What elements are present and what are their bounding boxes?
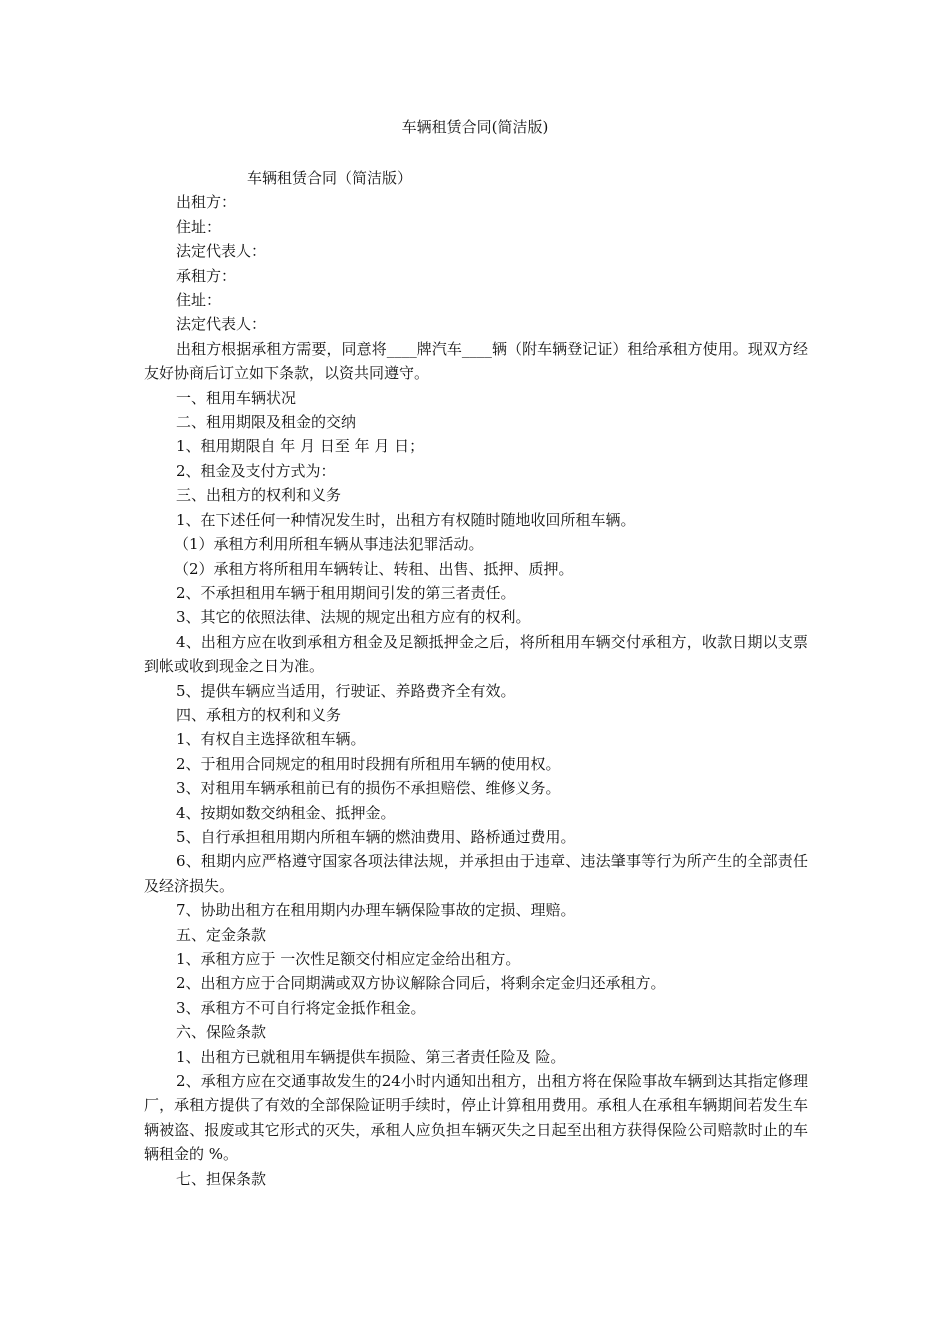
section-heading-7: 七、担保条款 bbox=[176, 1169, 267, 1188]
clause-paragraph: 1、租用期限自 年 月 日至 年 月 日； bbox=[176, 437, 425, 456]
clause-paragraph: 2、于租用合同规定的租用时段拥有所租用车辆的使用权。 bbox=[176, 754, 561, 773]
section-heading-3: 三、出租方的权利和义务 bbox=[176, 486, 342, 505]
clause-paragraph: 4、按期如数交纳租金、抵押金。 bbox=[176, 803, 396, 822]
clause-paragraph: 5、自行承担租用期内所租车辆的燃油费用、路桥通过费用。 bbox=[176, 827, 576, 846]
lessee-field: 承租方： bbox=[176, 266, 237, 285]
section-heading-4: 四、承租方的权利和义务 bbox=[176, 705, 342, 724]
clause-paragraph: 2、不承担租用车辆于租用期间引发的第三者责任。 bbox=[176, 583, 516, 602]
clause-paragraph: 3、对租用车辆承租前已有的损伤不承担赔偿、维修义务。 bbox=[176, 779, 561, 798]
section-heading-1: 一、租用车辆状况 bbox=[176, 388, 297, 407]
section-heading-2: 二、租用期限及租金的交纳 bbox=[176, 413, 357, 432]
document-title: 车辆租赁合同(简洁版) bbox=[401, 118, 549, 136]
lessor-field: 出租方： bbox=[176, 193, 237, 212]
lessee-representative-field: 法定代表人： bbox=[176, 315, 267, 334]
clause-paragraph: 1、有权自主选择欲租车辆。 bbox=[176, 730, 366, 749]
lessor-representative-field: 法定代表人： bbox=[176, 242, 267, 261]
clause-paragraph: 2、承租方应在交通事故发生的24小时内通知出租方，出租方将在保险事故车辆到达其指定修理厂，承租方提供了有效的全部保险证明手续时，停止计算租用费用。承租人在承租车辆期间若发生车辆被盗、报废或其它形式的灭失，承租人应负担车辆灭失之日起至出租方获得保险公司赔款时止的车辆租金的 %。 bbox=[144, 1072, 808, 1164]
document-body bbox=[144, 166, 808, 1191]
clause-paragraph: 3、其它的依照法律、法规的规定出租方应有的权利。 bbox=[176, 608, 531, 627]
lessee-address-field: 住址： bbox=[176, 291, 222, 310]
clause-paragraph: 7、协助出租方在租用期内办理车辆保险事故的定损、理赔。 bbox=[176, 901, 576, 920]
clause-paragraph: 3、承租方不可自行将定金抵作租金。 bbox=[176, 998, 426, 1017]
clause-paragraph: 1、在下述任何一种情况发生时，出租方有权随时随地收回所租车辆。 bbox=[176, 510, 636, 529]
sub-clause-paragraph: （2）承租方将所租用车辆转让、转租、出售、抵押、质押。 bbox=[174, 559, 574, 578]
preamble-paragraph: 出租方根据承租方需要，同意将____牌汽车____辆（附车辆登记证）租给承租方使用。现双方经友好协商后订立如下条款，以资共同遵守。 bbox=[144, 339, 808, 383]
contract-subtitle: 车辆租赁合同（简洁版） bbox=[247, 169, 413, 187]
section-heading-5: 五、定金条款 bbox=[176, 925, 267, 944]
clause-paragraph: 2、出租方应于合同期满或双方协议解除合同后，将剩余定金归还承租方。 bbox=[176, 974, 666, 993]
clause-paragraph: 5、提供车辆应当适用，行驶证、养路费齐全有效。 bbox=[176, 681, 516, 700]
clause-paragraph: 1、出租方已就租用车辆提供车损险、第三者责任险及 险。 bbox=[176, 1047, 566, 1066]
clause-paragraph: 2、租金及支付方式为： bbox=[176, 461, 336, 480]
clause-paragraph: 6、租期内应严格遵守国家各项法律法规，并承担由于违章、违法肇事等行为所产生的全部责任及经济损失。 bbox=[144, 852, 808, 895]
sub-clause-paragraph: （1）承租方利用所租车辆从事违法犯罪活动。 bbox=[174, 535, 484, 554]
section-heading-6: 六、保险条款 bbox=[176, 1023, 267, 1042]
lessor-address-field: 住址： bbox=[176, 217, 222, 236]
clause-paragraph: 1、承租方应于 一次性足额交付相应定金给出租方。 bbox=[176, 950, 521, 968]
clause-paragraph: 4、出租方应在收到承租方租金及足额抵押金之后，将所租用车辆交付承租方，收款日期以支票到帐或收到现金之日为准。 bbox=[144, 632, 808, 676]
